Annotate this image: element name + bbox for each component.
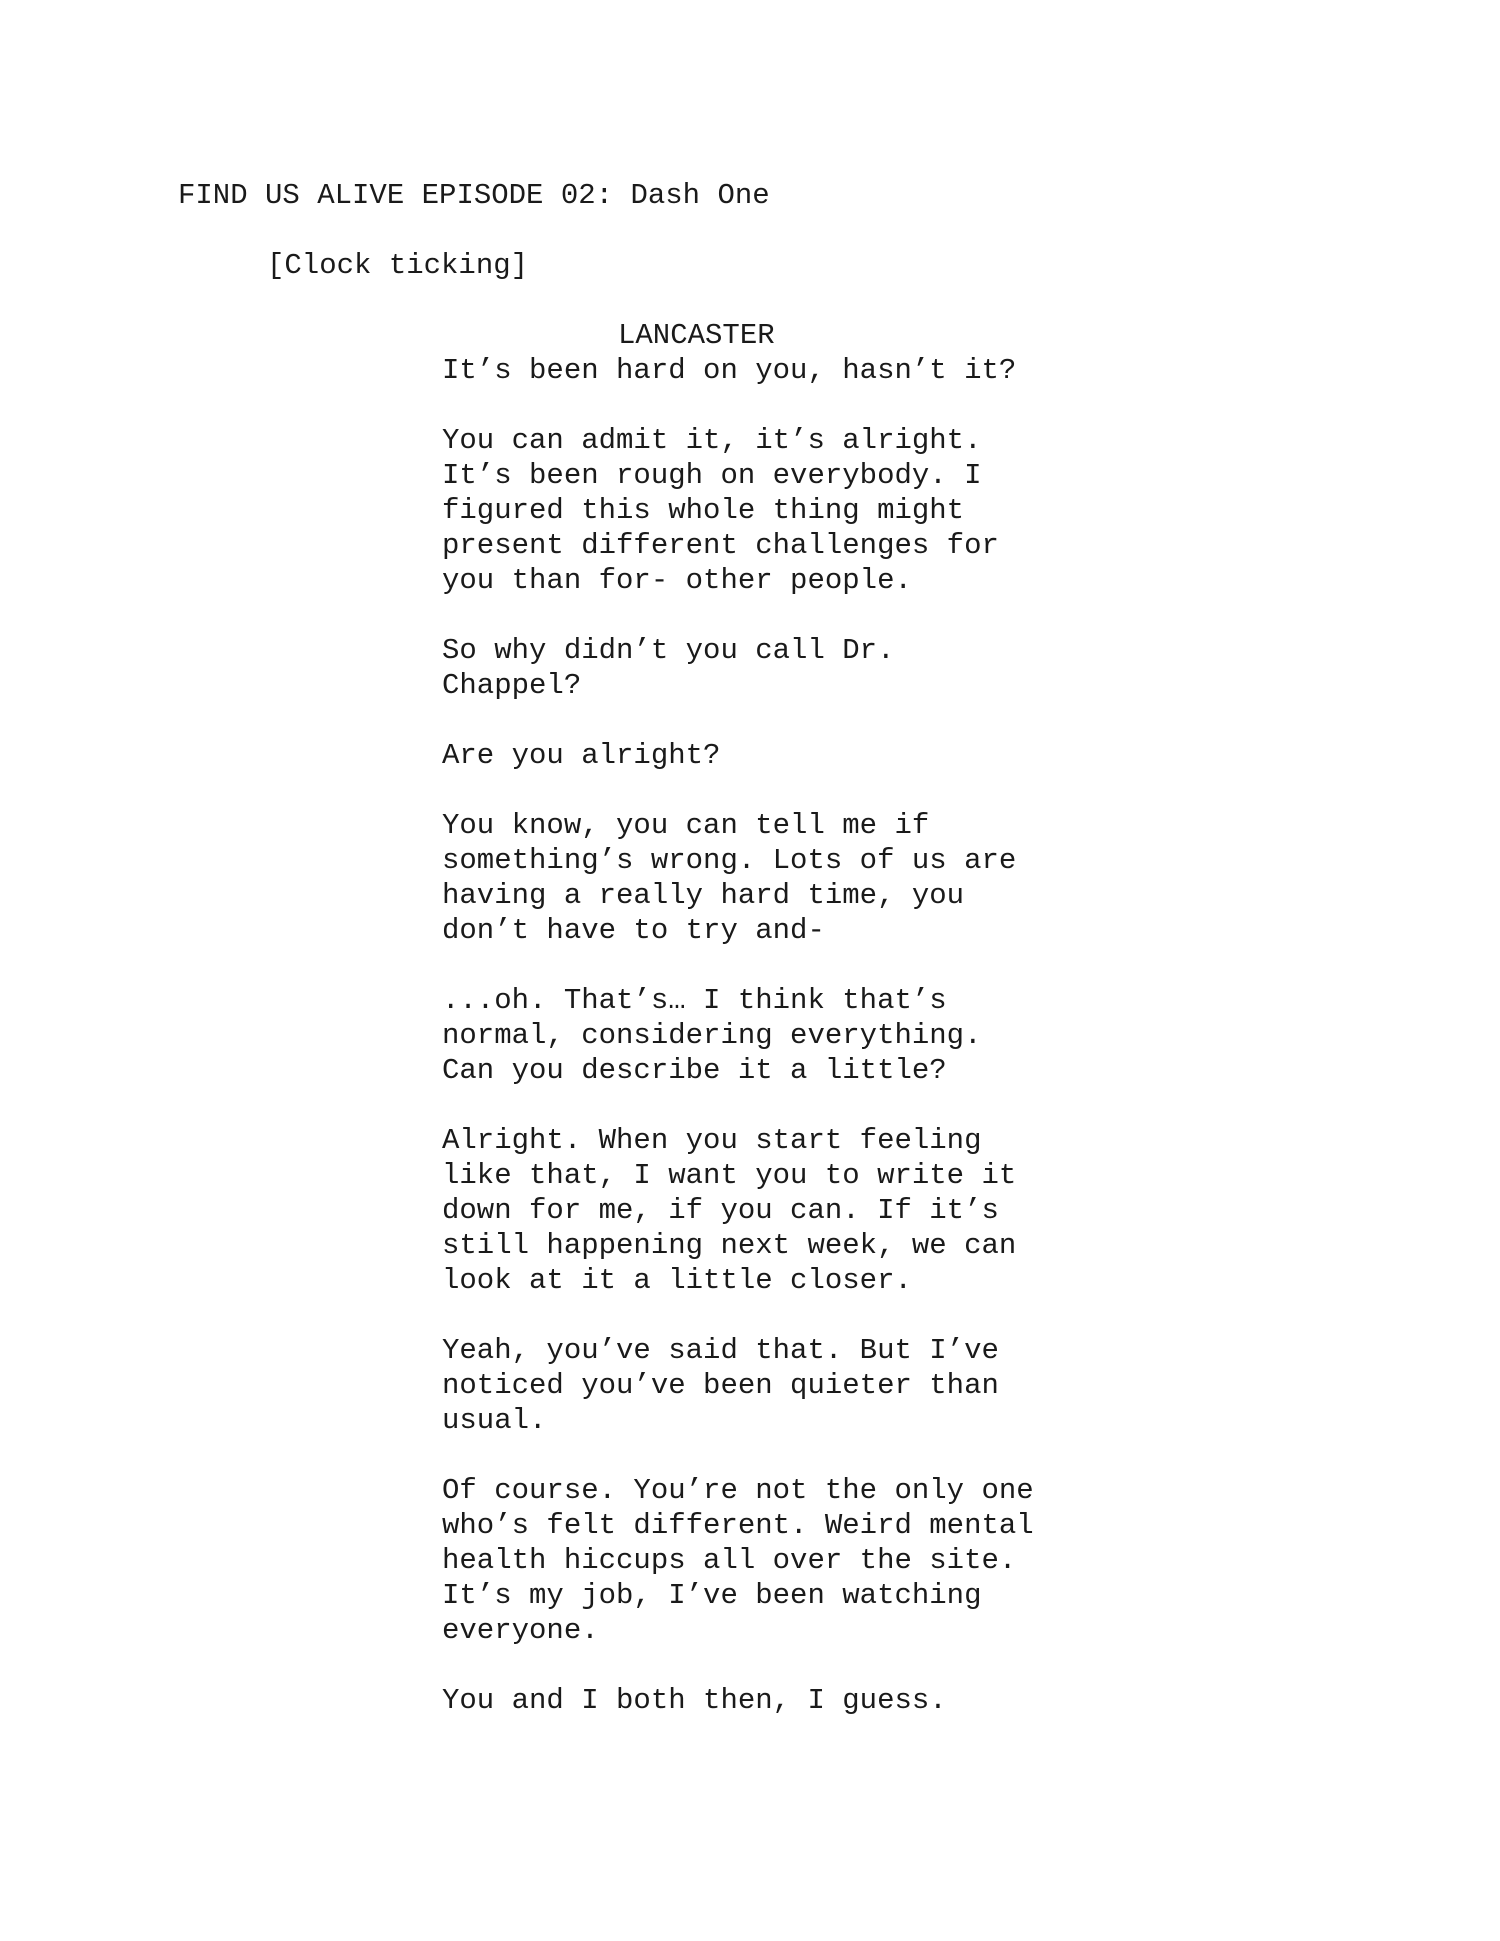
dialogue-paragraph: You know, you can tell me if something’s wrong. Lots of us are having a really hard time, you don’t have to try and- bbox=[442, 809, 1017, 947]
sound-cue: [Clock ticking] bbox=[267, 249, 529, 282]
dialogue-paragraph: Are you alright? bbox=[442, 739, 721, 772]
dialogue-paragraph: You and I both then, I guess. bbox=[442, 1684, 947, 1717]
episode-title: FIND US ALIVE EPISODE 02: Dash One bbox=[178, 179, 770, 212]
dialogue-paragraph: It’s been hard on you, hasn’t it? bbox=[442, 354, 1017, 387]
dialogue-block bbox=[442, 353, 1082, 1753]
dialogue-paragraph: ...oh. That’s… I think that’s normal, considering everything. Can you describe it a little? bbox=[442, 984, 982, 1087]
dialogue-paragraph: You can admit it, it’s alright. It’s been rough on everybody. I figured this whole thing might present different challenges for you than for- other people. bbox=[442, 424, 999, 597]
dialogue-paragraph: So why didn’t you call Dr. Chappel? bbox=[442, 634, 895, 702]
character-name: LANCASTER bbox=[618, 319, 775, 352]
dialogue-paragraph: Alright. When you start feeling like that, I want you to write it down for me, if you can. If it’s still happening next week, we can look at it a little closer. bbox=[442, 1124, 1017, 1297]
dialogue-paragraph: Of course. You’re not the only one who’s felt different. Weird mental health hiccups all over the site. It’s my job, I’ve been watching everyone. bbox=[442, 1474, 1034, 1647]
dialogue-paragraph: Yeah, you’ve said that. But I’ve noticed you’ve been quieter than usual. bbox=[442, 1334, 999, 1437]
